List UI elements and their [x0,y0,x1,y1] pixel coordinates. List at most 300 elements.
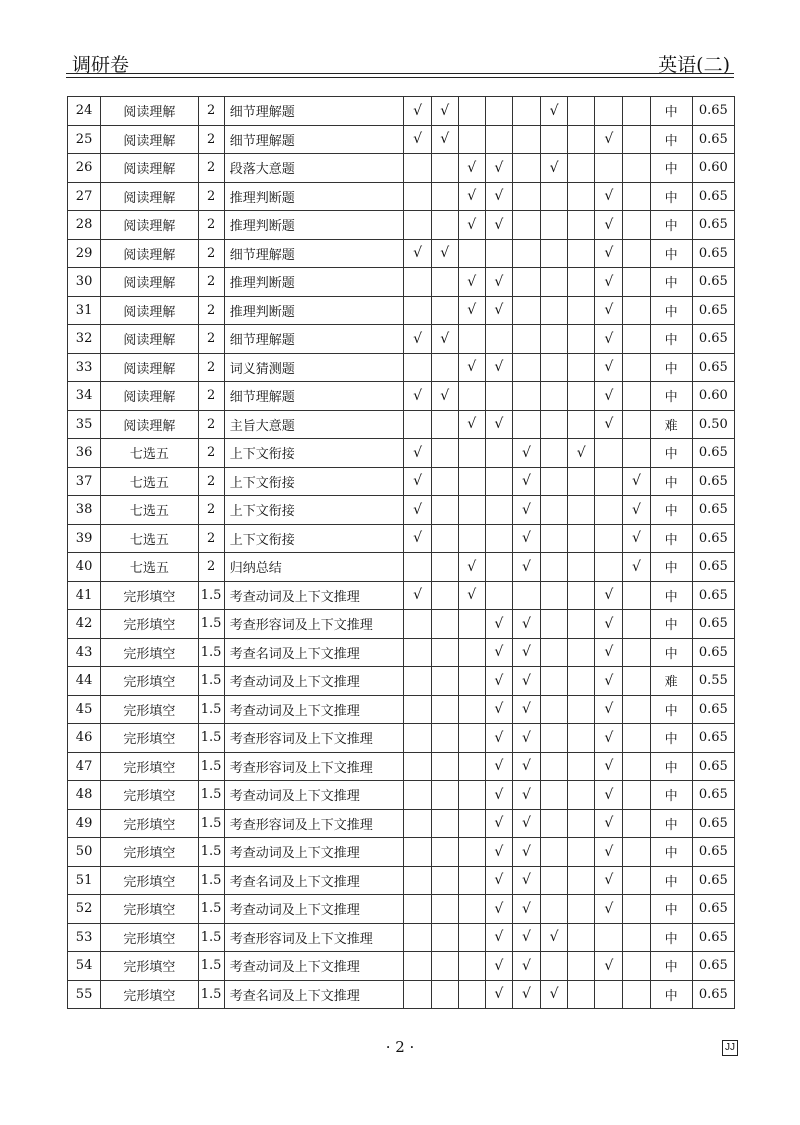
table-row [68,866,735,895]
check-mark: √ [522,473,531,490]
difficulty-cell: 中 [650,524,692,553]
check-8-cell [595,724,623,753]
check-8-cell [595,296,623,325]
score-cell: 2 [198,182,224,211]
check-1-cell [404,382,431,411]
check-5-cell [512,667,540,696]
check-2-cell [431,838,458,867]
check-mark: √ [494,872,504,889]
difficulty-coefficient-cell: 0.60 [692,154,734,183]
check-8-cell [595,752,623,781]
difficulty-coefficient-cell: 0.50 [692,410,734,439]
topic-cell: 考查形容词及上下文推理 [224,724,404,753]
check-6-cell [541,496,568,525]
score-cell: 1.5 [198,923,224,952]
difficulty-coefficient-cell: 0.65 [692,895,734,924]
check-2-cell [431,752,458,781]
check-mark: √ [604,131,614,148]
check-mark: √ [413,530,422,547]
check-4-cell [485,866,512,895]
check-5-cell [512,154,540,183]
check-4-cell [485,581,512,610]
question-type-cell: 完形填空 [101,809,198,838]
table-row [68,182,735,211]
check-1-cell [404,410,431,439]
check-7-cell [568,952,595,981]
question-number-cell: 25 [68,125,101,154]
check-mark: √ [494,359,504,376]
topic-cell: 考查动词及上下文推理 [224,895,404,924]
check-6-cell [541,325,568,354]
check-mark: √ [494,957,504,974]
check-mark: √ [413,131,422,148]
check-5-cell [512,410,540,439]
check-2-cell [431,781,458,810]
difficulty-coefficient-cell: 0.65 [692,866,734,895]
check-1-cell [404,553,431,582]
check-6-cell [541,895,568,924]
check-mark: √ [413,387,422,404]
score-cell: 1.5 [198,980,224,1009]
check-9-cell [623,382,650,411]
question-type-cell: 阅读理解 [101,353,198,382]
check-9-cell [623,581,650,610]
check-mark: √ [467,188,477,205]
score-cell: 1.5 [198,638,224,667]
table-row [68,752,735,781]
table-row [68,581,735,610]
table-row [68,724,735,753]
check-mark: √ [522,672,531,689]
check-9-cell [623,125,650,154]
question-type-cell: 完形填空 [101,866,198,895]
check-9-cell [623,952,650,981]
check-1-cell [404,296,431,325]
table-row [68,239,735,268]
analysis-table [67,96,735,1009]
difficulty-cell: 中 [650,923,692,952]
topic-cell: 段落大意题 [224,154,404,183]
check-3-cell [458,980,485,1009]
question-type-cell: 七选五 [101,467,198,496]
check-mark: √ [604,587,614,604]
check-mark: √ [604,672,614,689]
check-4-cell [485,610,512,639]
check-1-cell [404,752,431,781]
check-7-cell [568,724,595,753]
check-mark: √ [494,729,504,746]
question-type-cell: 完形填空 [101,980,198,1009]
check-5-cell [512,496,540,525]
check-2-cell [431,524,458,553]
check-4-cell [485,809,512,838]
topic-cell: 上下文衔接 [224,439,404,468]
check-1-cell [404,952,431,981]
question-number-cell: 38 [68,496,101,525]
check-8-cell [595,553,623,582]
difficulty-coefficient-cell: 0.65 [692,638,734,667]
question-type-cell: 阅读理解 [101,296,198,325]
score-cell: 2 [198,325,224,354]
table-row [68,553,735,582]
check-mark: √ [522,957,531,974]
check-3-cell [458,154,485,183]
topic-cell: 推理判断题 [224,268,404,297]
table-row [68,781,735,810]
question-number-cell: 45 [68,695,101,724]
check-mark: √ [604,330,614,347]
topic-cell: 上下文衔接 [224,524,404,553]
check-4-cell [485,496,512,525]
check-8-cell [595,467,623,496]
check-4-cell [485,838,512,867]
check-2-cell [431,296,458,325]
check-7-cell [568,866,595,895]
difficulty-coefficient-cell: 0.65 [692,781,734,810]
table-row [68,353,735,382]
check-2-cell [431,952,458,981]
check-1-cell [404,524,431,553]
question-type-cell: 完形填空 [101,667,198,696]
check-7-cell [568,781,595,810]
check-mark: √ [522,929,531,946]
check-7-cell [568,239,595,268]
check-mark: √ [494,758,504,775]
check-3-cell [458,610,485,639]
check-6-cell [541,809,568,838]
check-3-cell [458,638,485,667]
check-9-cell [623,667,650,696]
score-cell: 2 [198,382,224,411]
check-9-cell [623,638,650,667]
check-3-cell [458,496,485,525]
question-number-cell: 26 [68,154,101,183]
topic-cell: 考查形容词及上下文推理 [224,809,404,838]
check-9-cell [623,496,650,525]
check-3-cell [458,382,485,411]
score-cell: 1.5 [198,667,224,696]
check-mark: √ [494,273,504,290]
check-mark: √ [467,273,477,290]
score-cell: 2 [198,268,224,297]
check-mark: √ [604,701,614,718]
check-3-cell [458,695,485,724]
check-5-cell [512,382,540,411]
difficulty-cell: 中 [650,239,692,268]
topic-cell: 细节理解题 [224,325,404,354]
topic-cell: 考查动词及上下文推理 [224,695,404,724]
table-row [68,838,735,867]
check-4-cell [485,752,512,781]
check-6-cell [541,752,568,781]
difficulty-coefficient-cell: 0.65 [692,353,734,382]
check-4-cell [485,952,512,981]
check-6-cell [541,182,568,211]
score-cell: 1.5 [198,752,224,781]
difficulty-cell: 中 [650,980,692,1009]
check-6-cell [541,581,568,610]
check-8-cell [595,952,623,981]
topic-cell: 考查名词及上下文推理 [224,866,404,895]
difficulty-cell: 中 [650,781,692,810]
check-5-cell [512,581,540,610]
check-3-cell [458,667,485,696]
check-mark: √ [631,501,641,518]
check-mark: √ [494,672,504,689]
check-9-cell [623,695,650,724]
check-mark: √ [604,729,614,746]
check-6-cell [541,952,568,981]
question-type-cell: 七选五 [101,496,198,525]
check-3-cell [458,866,485,895]
difficulty-coefficient-cell: 0.65 [692,467,734,496]
check-4-cell [485,239,512,268]
question-type-cell: 完形填空 [101,781,198,810]
check-5-cell [512,353,540,382]
question-type-cell: 七选五 [101,553,198,582]
score-cell: 1.5 [198,809,224,838]
question-number-cell: 43 [68,638,101,667]
check-6-cell [541,553,568,582]
question-number-cell: 28 [68,211,101,240]
score-cell: 1.5 [198,610,224,639]
check-mark: √ [522,900,531,917]
question-number-cell: 32 [68,325,101,354]
score-cell: 2 [198,467,224,496]
check-mark: √ [522,444,531,461]
difficulty-coefficient-cell: 0.65 [692,752,734,781]
check-1-cell [404,154,431,183]
check-2-cell [431,97,458,126]
difficulty-cell: 中 [650,581,692,610]
check-8-cell [595,923,623,952]
check-3-cell [458,524,485,553]
check-1-cell [404,923,431,952]
check-1-cell [404,809,431,838]
score-cell: 1.5 [198,581,224,610]
check-3-cell [458,467,485,496]
topic-cell: 考查动词及上下文推理 [224,581,404,610]
check-mark: √ [522,786,531,803]
question-type-cell: 阅读理解 [101,182,198,211]
check-7-cell [568,410,595,439]
check-7-cell [568,695,595,724]
check-1-cell [404,638,431,667]
question-type-cell: 完形填空 [101,581,198,610]
check-8-cell [595,809,623,838]
check-4-cell [485,268,512,297]
check-mark: √ [494,159,504,176]
check-7-cell [568,97,595,126]
header-title: 调研卷 [72,54,130,76]
topic-cell: 细节理解题 [224,382,404,411]
check-3-cell [458,923,485,952]
check-5-cell [512,524,540,553]
check-4-cell [485,467,512,496]
check-3-cell [458,296,485,325]
difficulty-coefficient-cell: 0.65 [692,610,734,639]
check-4-cell [485,382,512,411]
check-mark: √ [413,330,422,347]
difficulty-cell: 中 [650,211,692,240]
difficulty-cell: 中 [650,752,692,781]
check-mark: √ [522,615,531,632]
check-5-cell [512,239,540,268]
topic-cell: 推理判断题 [224,182,404,211]
check-9-cell [623,211,650,240]
check-2-cell [431,610,458,639]
check-mark: √ [494,416,504,433]
check-4-cell [485,211,512,240]
check-1-cell [404,239,431,268]
check-mark: √ [440,387,450,404]
check-5-cell [512,980,540,1009]
check-3-cell [458,353,485,382]
check-mark: √ [604,758,614,775]
check-mark: √ [604,843,614,860]
check-5-cell [512,638,540,667]
difficulty-coefficient-cell: 0.65 [692,581,734,610]
check-9-cell [623,182,650,211]
check-1-cell [404,125,431,154]
check-3-cell [458,809,485,838]
score-cell: 2 [198,154,224,183]
check-3-cell [458,724,485,753]
table-row [68,439,735,468]
difficulty-coefficient-cell: 0.65 [692,809,734,838]
difficulty-cell: 中 [650,724,692,753]
question-type-cell: 七选五 [101,439,198,468]
check-6-cell [541,524,568,553]
question-number-cell: 35 [68,410,101,439]
check-8-cell [595,410,623,439]
check-mark: √ [494,929,504,946]
check-mark: √ [604,387,614,404]
check-7-cell [568,353,595,382]
check-mark: √ [494,216,504,233]
check-mark: √ [413,587,422,604]
check-4-cell [485,439,512,468]
question-number-cell: 33 [68,353,101,382]
question-type-cell: 完形填空 [101,952,198,981]
check-9-cell [623,353,650,382]
check-8-cell [595,439,623,468]
check-mark: √ [604,302,614,319]
table-row [68,667,735,696]
check-mark: √ [467,587,477,604]
difficulty-cell: 中 [650,952,692,981]
table-body [68,97,735,1009]
score-cell: 2 [198,524,224,553]
difficulty-coefficient-cell: 0.65 [692,296,734,325]
check-2-cell [431,154,458,183]
check-2-cell [431,553,458,582]
check-8-cell [595,695,623,724]
check-7-cell [568,923,595,952]
check-4-cell [485,781,512,810]
topic-cell: 考查名词及上下文推理 [224,980,404,1009]
check-6-cell [541,268,568,297]
difficulty-coefficient-cell: 0.65 [692,439,734,468]
check-1-cell [404,467,431,496]
check-5-cell [512,695,540,724]
check-6-cell [541,154,568,183]
check-mark: √ [522,558,531,575]
check-mark: √ [494,302,504,319]
table-row [68,382,735,411]
check-7-cell [568,895,595,924]
page-number: · 2 · [385,1038,415,1056]
check-4-cell [485,410,512,439]
difficulty-cell: 中 [650,610,692,639]
check-8-cell [595,667,623,696]
table-row [68,923,735,952]
question-number-cell: 27 [68,182,101,211]
check-mark: √ [467,302,477,319]
check-4-cell [485,296,512,325]
check-8-cell [595,239,623,268]
check-2-cell [431,923,458,952]
check-8-cell [595,638,623,667]
check-mark: √ [522,758,531,775]
question-number-cell: 50 [68,838,101,867]
score-cell: 1.5 [198,838,224,867]
check-9-cell [623,325,650,354]
score-cell: 1.5 [198,866,224,895]
question-type-cell: 阅读理解 [101,125,198,154]
table-row [68,296,735,325]
check-3-cell [458,239,485,268]
check-2-cell [431,125,458,154]
score-cell: 1.5 [198,781,224,810]
question-type-cell: 阅读理解 [101,97,198,126]
check-5-cell [512,325,540,354]
check-6-cell [541,410,568,439]
check-7-cell [568,154,595,183]
difficulty-cell: 中 [650,895,692,924]
score-cell: 1.5 [198,695,224,724]
check-5-cell [512,952,540,981]
topic-cell: 细节理解题 [224,239,404,268]
check-3-cell [458,125,485,154]
score-cell: 2 [198,125,224,154]
check-8-cell [595,97,623,126]
topic-cell: 考查动词及上下文推理 [224,838,404,867]
table-row [68,638,735,667]
check-mark: √ [494,644,504,661]
check-5-cell [512,296,540,325]
difficulty-cell: 中 [650,496,692,525]
table-row [68,97,735,126]
check-9-cell [623,838,650,867]
difficulty-cell: 中 [650,382,692,411]
check-4-cell [485,325,512,354]
check-4-cell [485,524,512,553]
check-5-cell [512,724,540,753]
check-5-cell [512,838,540,867]
check-2-cell [431,239,458,268]
check-mark: √ [604,416,614,433]
question-type-cell: 完形填空 [101,638,198,667]
check-9-cell [623,268,650,297]
topic-cell: 细节理解题 [224,125,404,154]
check-7-cell [568,496,595,525]
check-7-cell [568,268,595,297]
check-7-cell [568,581,595,610]
question-type-cell: 完形填空 [101,610,198,639]
check-4-cell [485,980,512,1009]
check-9-cell [623,410,650,439]
